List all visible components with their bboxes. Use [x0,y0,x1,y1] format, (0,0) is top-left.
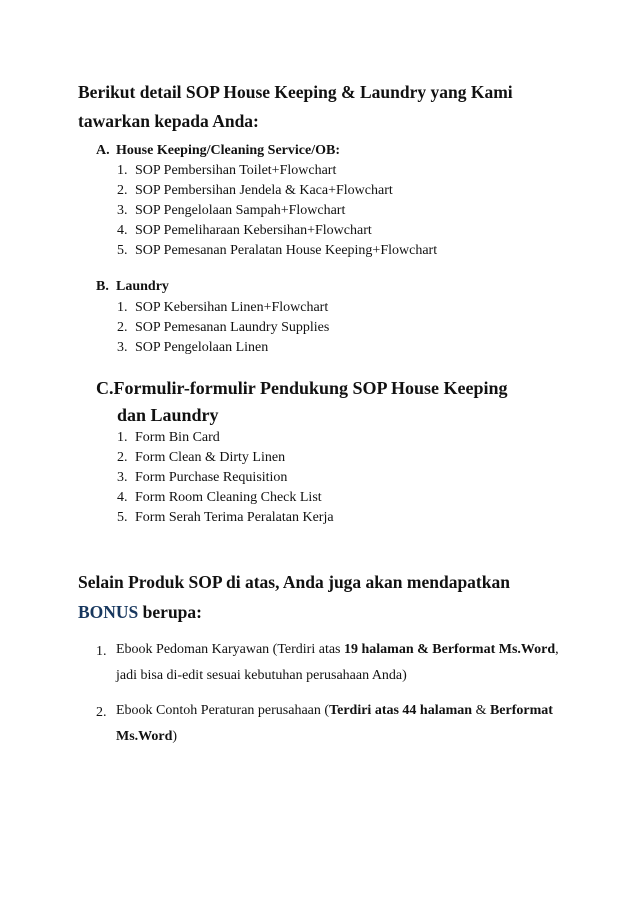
list-item: 5. SOP Pemesanan Peralatan House Keeping+Flowchart [117,243,438,258]
list-item: 3. SOP Pengelolaan Sampah+Flowchart [117,203,346,218]
section-a-letter: A. [96,143,110,158]
list-item: 5. Form Serah Terima Peralatan Kerja [117,510,334,525]
list-item: 2. SOP Pemesanan Laundry Supplies [117,320,330,335]
section-c-heading [96,375,566,429]
bonus-heading-line-1: Selain Produk SOP di atas, Anda juga akan mendapatkan [78,572,510,592]
intro-line-1: Berikut detail SOP House Keeping & Laundry yang Kami [78,82,513,102]
section-a-title: House Keeping/Cleaning Service/OB: [116,143,340,158]
intro-heading [78,78,578,136]
section-c-title-line-2: dan Laundry [117,405,219,425]
section-c-letter: C. [96,378,114,398]
section-b-title: Laundry [116,279,169,294]
section-c-list [117,428,334,528]
list-item: 3. Form Purchase Requisition [117,470,288,485]
section-a-heading [96,142,340,160]
bonus-heading [78,567,598,627]
section-c-title-line-1: Formulir-formulir Pendukung SOP House Keeping [113,378,508,398]
list-item: 1. Form Bin Card [117,430,220,445]
intro-line-2: tawarkan kepada Anda: [78,111,259,131]
list-item: 3. SOP Pengelolaan Linen [117,340,269,355]
list-item: 2. Ebook Contoh Peraturan perusahaan (Terdiri atas 44 halaman & Berformat Ms.Word) [96,703,553,744]
bonus-list [96,640,566,762]
section-b-heading [96,278,169,296]
list-item: 1. SOP Kebersihan Linen+Flowchart [117,300,329,315]
section-a-list [117,161,437,261]
list-item: 2. Form Clean & Dirty Linen [117,450,286,465]
bonus-word: BONUS [78,602,139,622]
list-item: 4. SOP Pemeliharaan Kebersihan+Flowchart [117,223,372,238]
section-b-list [117,298,329,358]
bonus-heading-rest: berupa: [138,602,202,622]
list-item: 1. Ebook Pedoman Karyawan (Terdiri atas 19 halaman & Berformat Ms.Word, jadi bisa di-edit sesuai kebutuhan perusahaan Anda) [96,642,559,683]
section-b-letter: B. [96,279,109,294]
list-item: 4. Form Room Cleaning Check List [117,490,322,505]
list-item: 1. SOP Pembersihan Toilet+Flowchart [117,163,337,178]
list-item: 2. SOP Pembersihan Jendela & Kaca+Flowchart [117,183,393,198]
